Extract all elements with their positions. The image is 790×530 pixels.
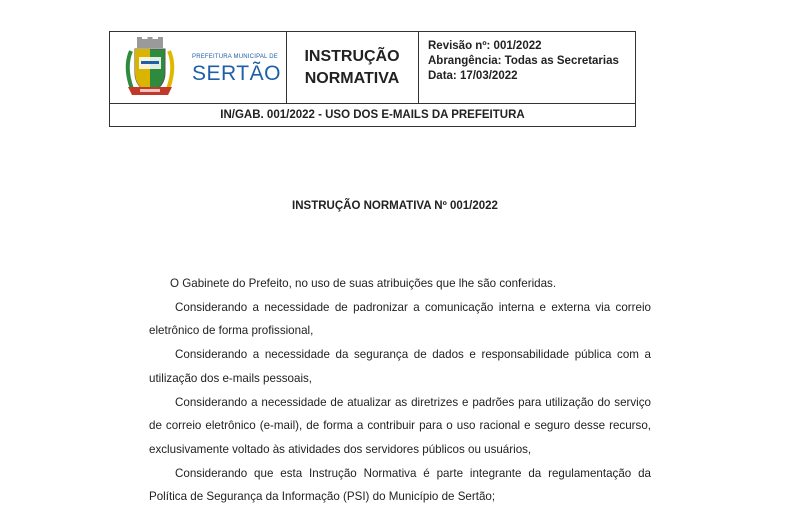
paragraph: Considerando a necessidade de atualizar as diretrizes e padrões para utilização do serviço de correio eletrônico (e-mail), de forma a contribuir para o uso racional e seguro desse recurso, exclusivamente voltado às atividades dos servidores públicos ou usuários, xyxy=(149,395,651,456)
document-type-line1: INSTRUÇÃO xyxy=(304,47,400,65)
document-body xyxy=(149,272,651,509)
document-header-table xyxy=(109,31,636,127)
scope: Abrangência: Todas as Secretarias xyxy=(428,55,619,67)
paragraph: Considerando a necessidade da segurança de dados e responsabilidade pública com a utilização dos e-mails pessoais, xyxy=(149,348,651,385)
paragraph: O Gabinete do Prefeito, no uso de suas atribuições que lhe são conferidas. xyxy=(170,277,557,290)
paragraph: Considerando a necessidade de padronizar a comunicação interna e externa via correio eletrônico de forma profissional, xyxy=(149,300,651,338)
document-title: INSTRUÇÃO NORMATIVA Nº 001/2022 xyxy=(292,200,498,212)
prefeitura-label: PREFEITURA MUNICIPAL DE xyxy=(192,54,278,60)
municipality-logo xyxy=(110,32,287,103)
document-date: Data: 17/03/2022 xyxy=(428,70,518,82)
document-type xyxy=(286,32,419,103)
document-type-line2: NORMATIVA xyxy=(304,69,400,87)
revision-number: Revisão nº: 001/2022 xyxy=(428,40,542,52)
document-metadata xyxy=(419,32,635,103)
coat-of-arms-icon xyxy=(122,37,178,99)
paragraph: Considerando que esta Instrução Normativa é parte integrante da regulamentação da Política de Segurança da Informação (PSI) do Município de Sertão; xyxy=(149,466,651,504)
city-name: SERTÃO xyxy=(192,62,281,85)
header-top-row xyxy=(110,32,635,104)
header-subtitle: IN/GAB. 001/2022 - USO DOS E-MAILS DA PREFEITURA xyxy=(220,109,525,121)
